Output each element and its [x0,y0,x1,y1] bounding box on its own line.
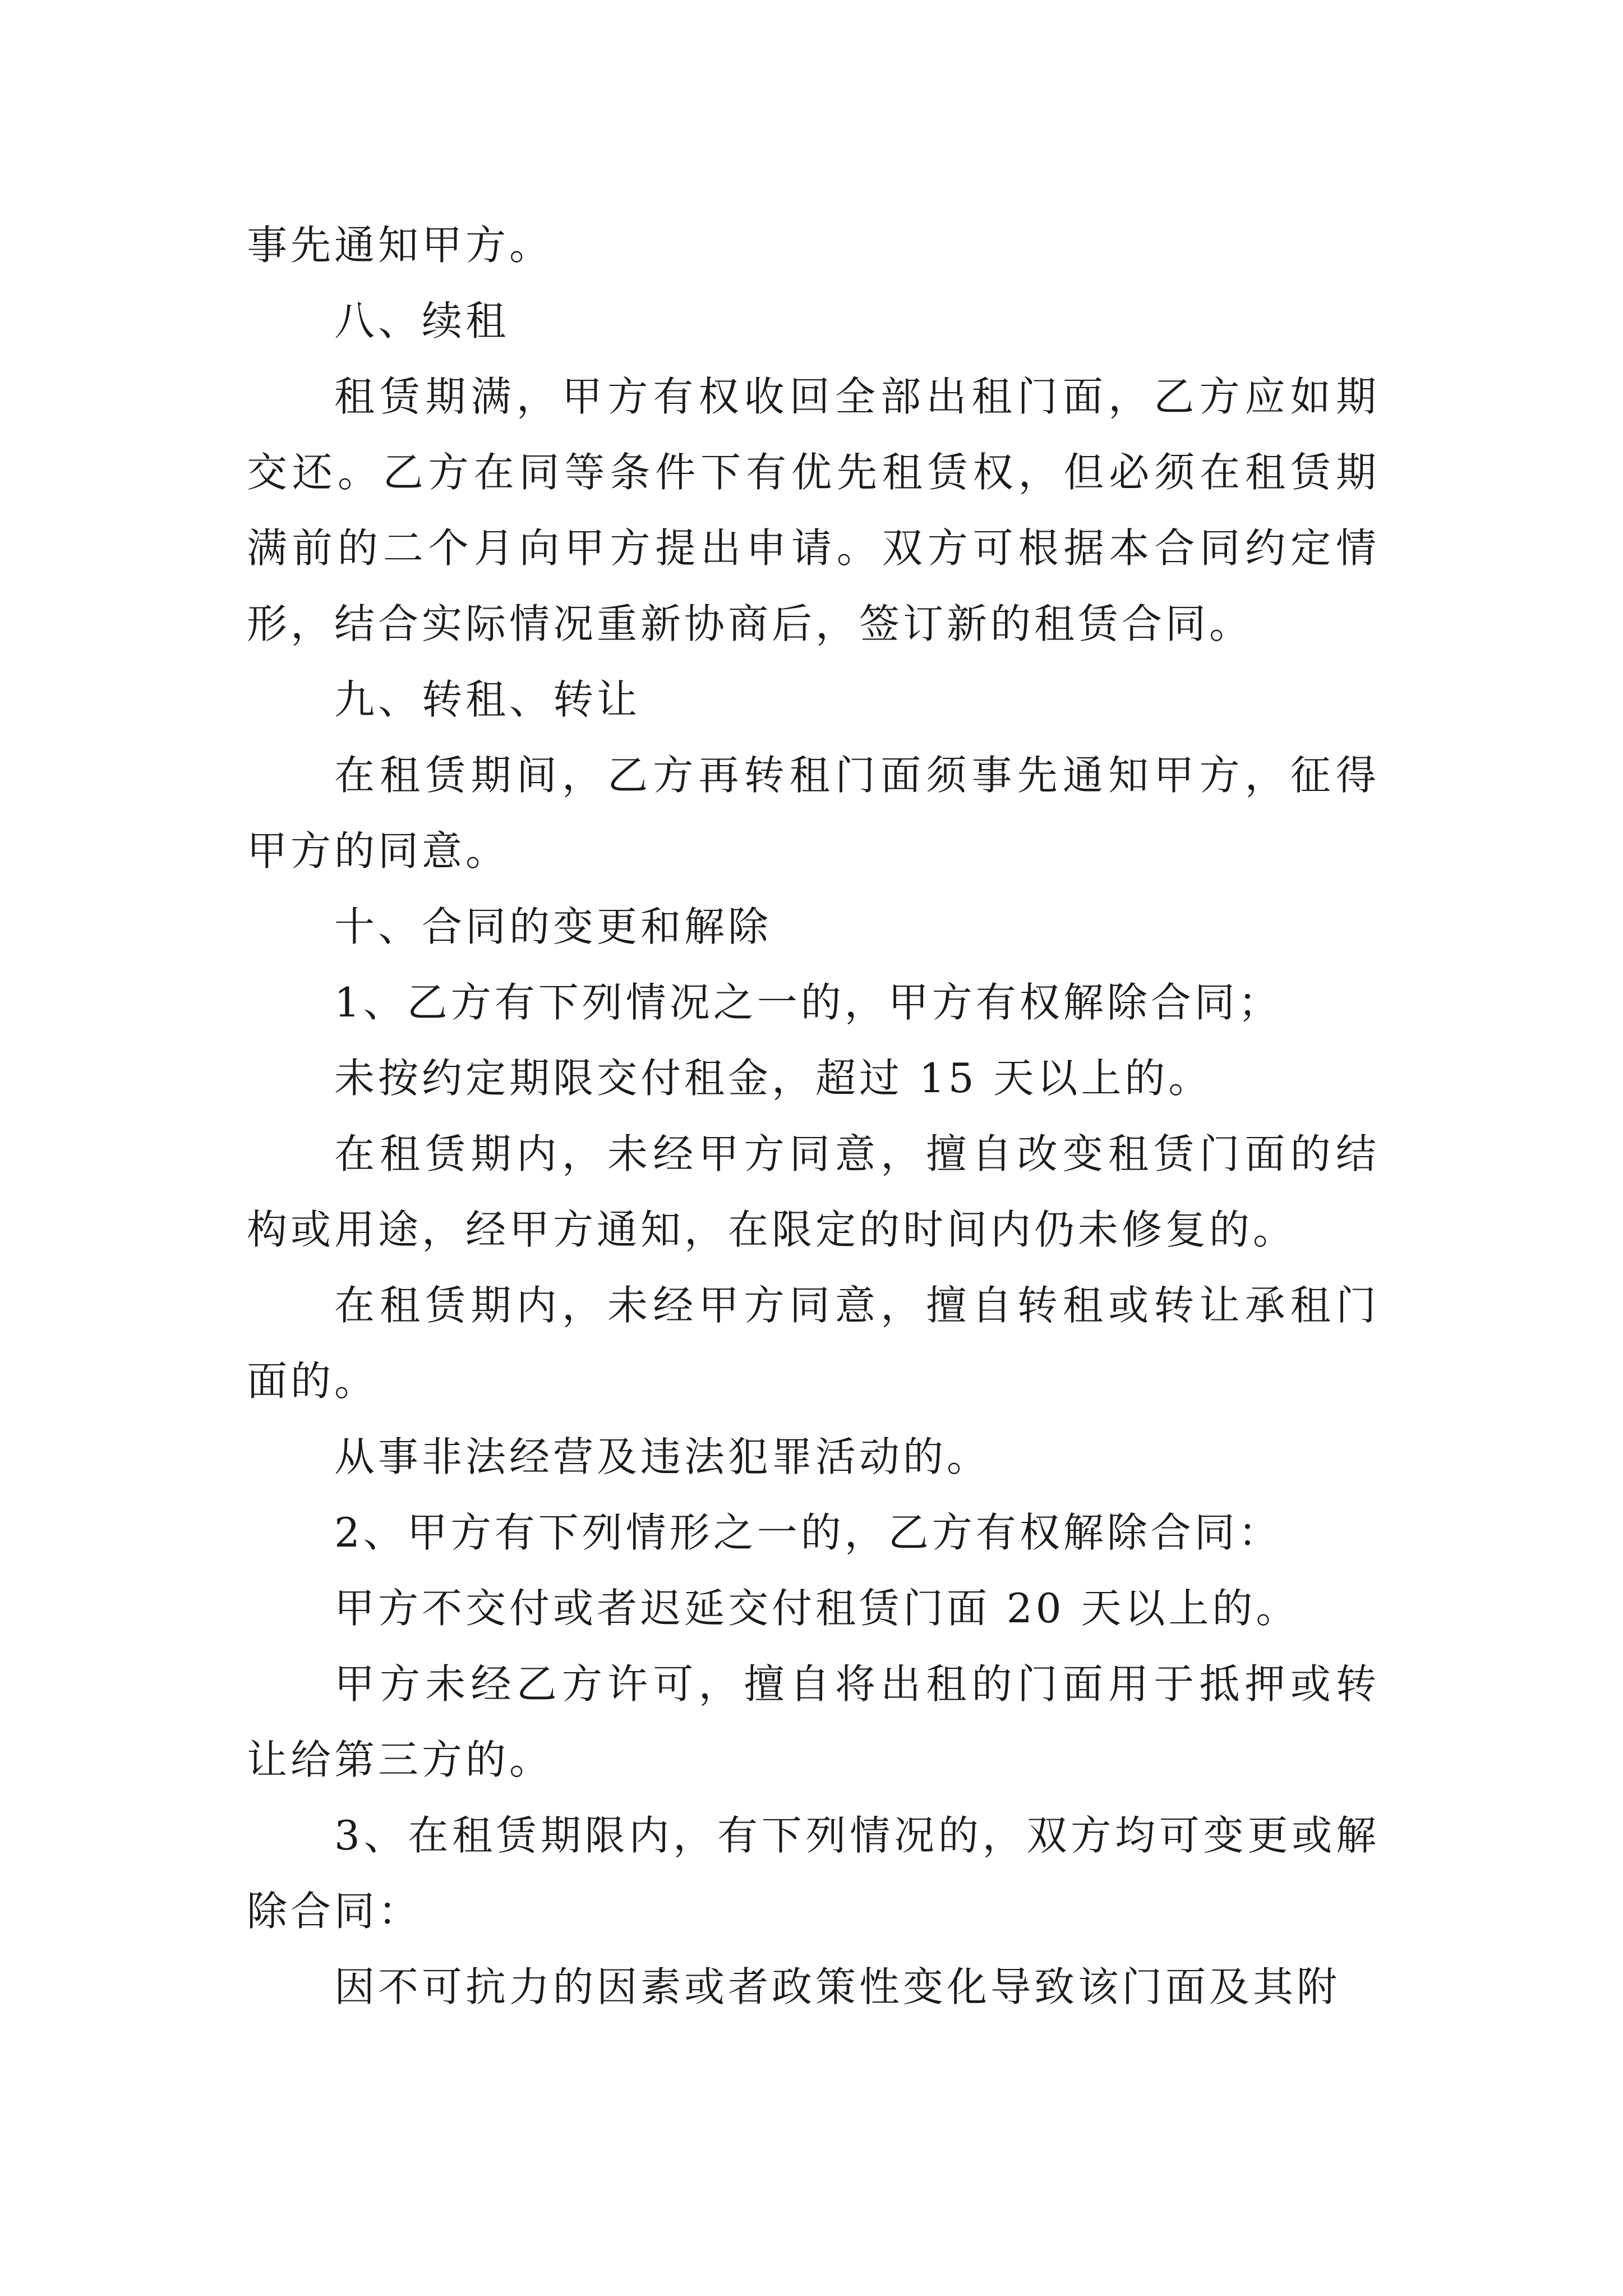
section-heading-sublease: 九、转租、转让 [334,676,641,723]
paragraph: 1、乙方有下列情况之一的，甲方有权解除合同； [334,979,1282,1026]
section-heading-termination: 十、合同的变更和解除 [334,903,772,950]
paragraph: 在租赁期内，未经甲方同意，擅自转租或转让承租门面的。 [247,1282,1380,1405]
paragraph: 未按约定期限交付租金，超过 15 天以上的。 [334,1055,1212,1102]
paragraph: 甲方未经乙方许可，擅自将出租的门面用于抵押或转让给第三方的。 [247,1660,1380,1783]
document-body [247,208,1380,2025]
paragraph: 3、在租赁期限内，有下列情况的，双方均可变更或解除合同： [247,1812,1380,1935]
paragraph: 在租赁期间，乙方再转租门面须事先通知甲方，征得甲方的同意。 [247,752,1380,875]
paragraph: 因不可抗力的因素或者政策性变化导致该门面及其附 [334,1963,1341,2010]
section-heading-renewal: 八、续租 [334,297,510,344]
paragraph: 甲方不交付或者迟延交付租赁门面 20 天以上的。 [334,1585,1300,1632]
paragraph: 2、甲方有下列情形之一的，乙方有权解除合同： [334,1509,1282,1556]
paragraph: 在租赁期内，未经甲方同意，擅自改变租赁门面的结构或用途，经甲方通知，在限定的时间内仍未修复的。 [247,1130,1380,1253]
paragraph: 租赁期满，甲方有权收回全部出租门面，乙方应如期交还。乙方在同等条件下有优先租赁权，但必须在租赁期满前的二个月向甲方提出申请。双方可根据本合同约定情形，结合实际情况重新协商后，签订新的租赁合同。 [247,373,1380,647]
paragraph: 事先通知甲方。 [247,222,554,269]
paragraph: 从事非法经营及违法犯罪活动的。 [334,1433,991,1480]
